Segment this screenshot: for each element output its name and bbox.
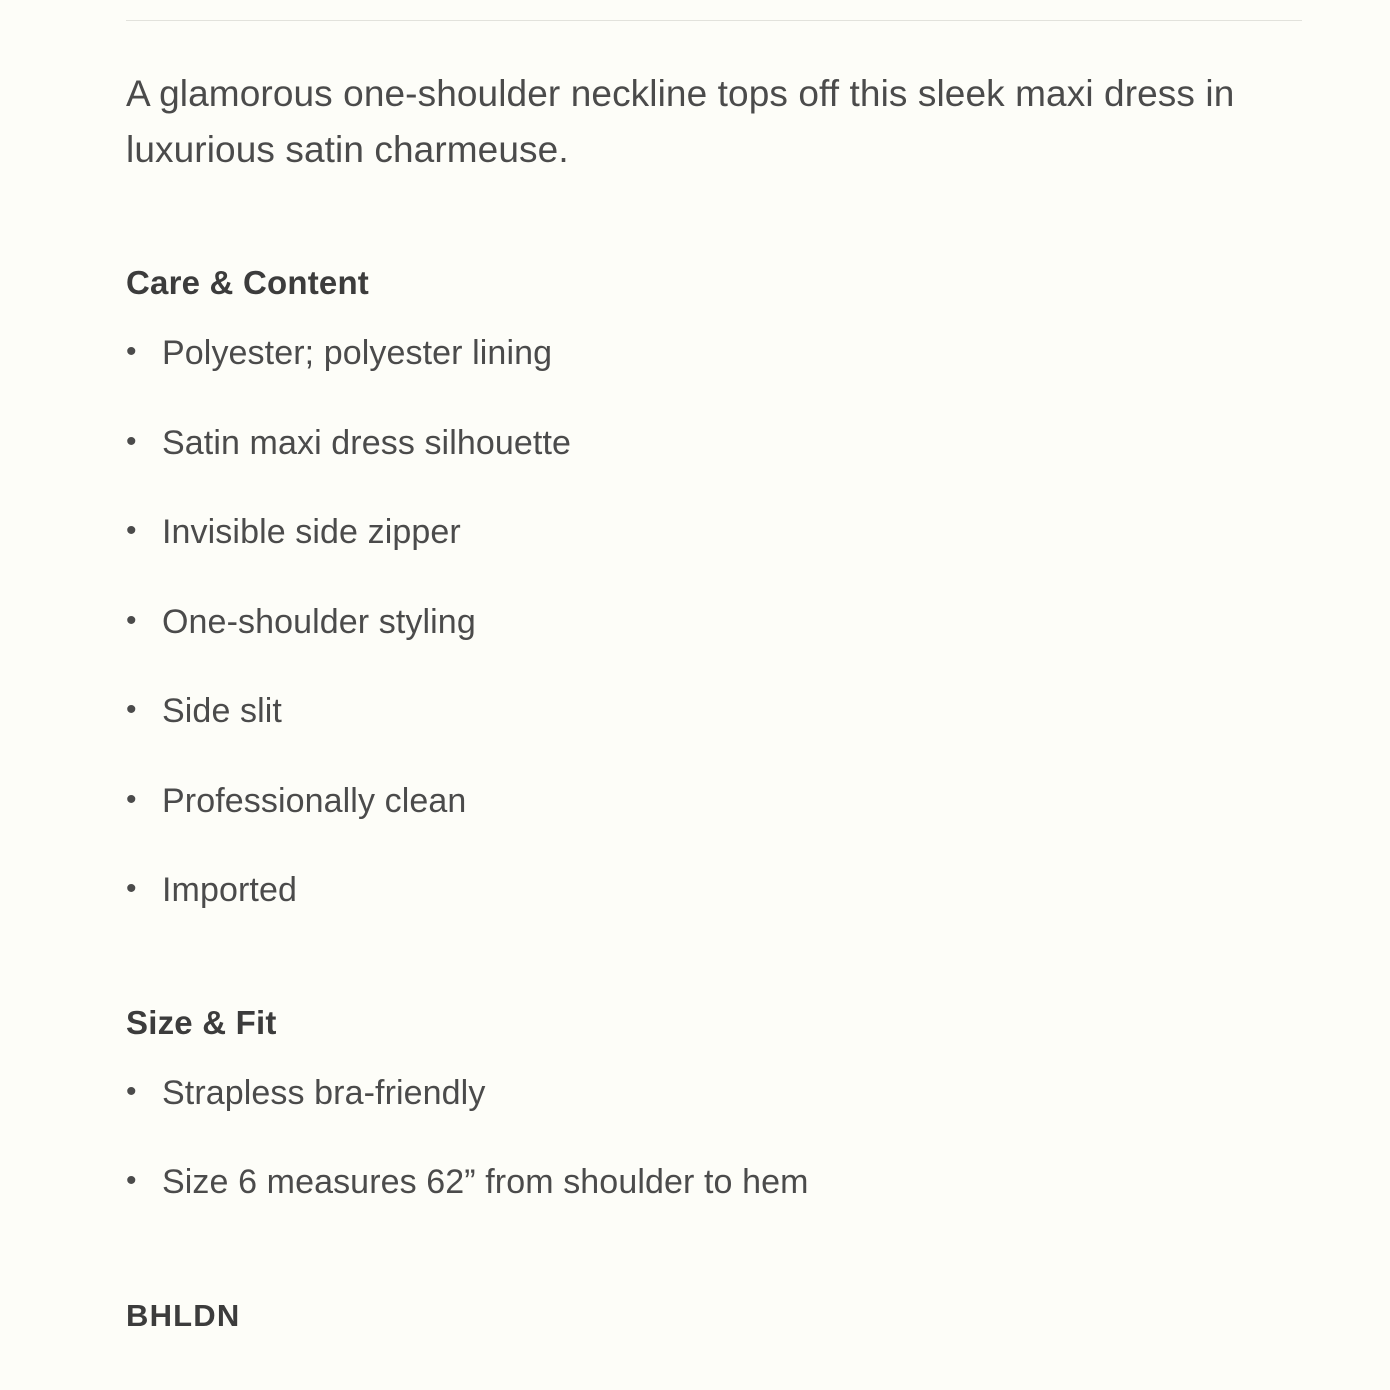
care-and-content-section xyxy=(126,264,1310,912)
list-item: • One-shoulder styling xyxy=(126,601,1310,644)
list-item: • Imported xyxy=(126,869,1310,912)
list-item: • Size 6 measures 62” from shoulder to hem xyxy=(126,1161,1310,1204)
brand-name: BHLDN xyxy=(126,1297,241,1333)
size-and-fit-heading: Size & Fit xyxy=(126,1003,277,1041)
list-item: • Polyester; polyester lining xyxy=(126,332,1310,375)
list-item: • Invisible side zipper xyxy=(126,511,1310,554)
list-item: • Side slit xyxy=(126,690,1310,733)
care-and-content-list xyxy=(126,332,1310,912)
care-and-content-heading: Care & Content xyxy=(126,264,369,302)
size-and-fit-section xyxy=(126,1004,1310,1204)
size-and-fit-list xyxy=(126,1072,1310,1204)
product-details-content xyxy=(126,66,1310,1334)
list-item: • Professionally clean xyxy=(126,780,1310,823)
list-item: • Strapless bra-friendly xyxy=(126,1072,1310,1115)
product-description: A glamorous one-shoulder neckline tops off this sleek maxi dress in luxurious satin charmeuse. xyxy=(126,73,1235,171)
list-item: • Satin maxi dress silhouette xyxy=(126,422,1310,465)
section-divider xyxy=(126,20,1302,21)
